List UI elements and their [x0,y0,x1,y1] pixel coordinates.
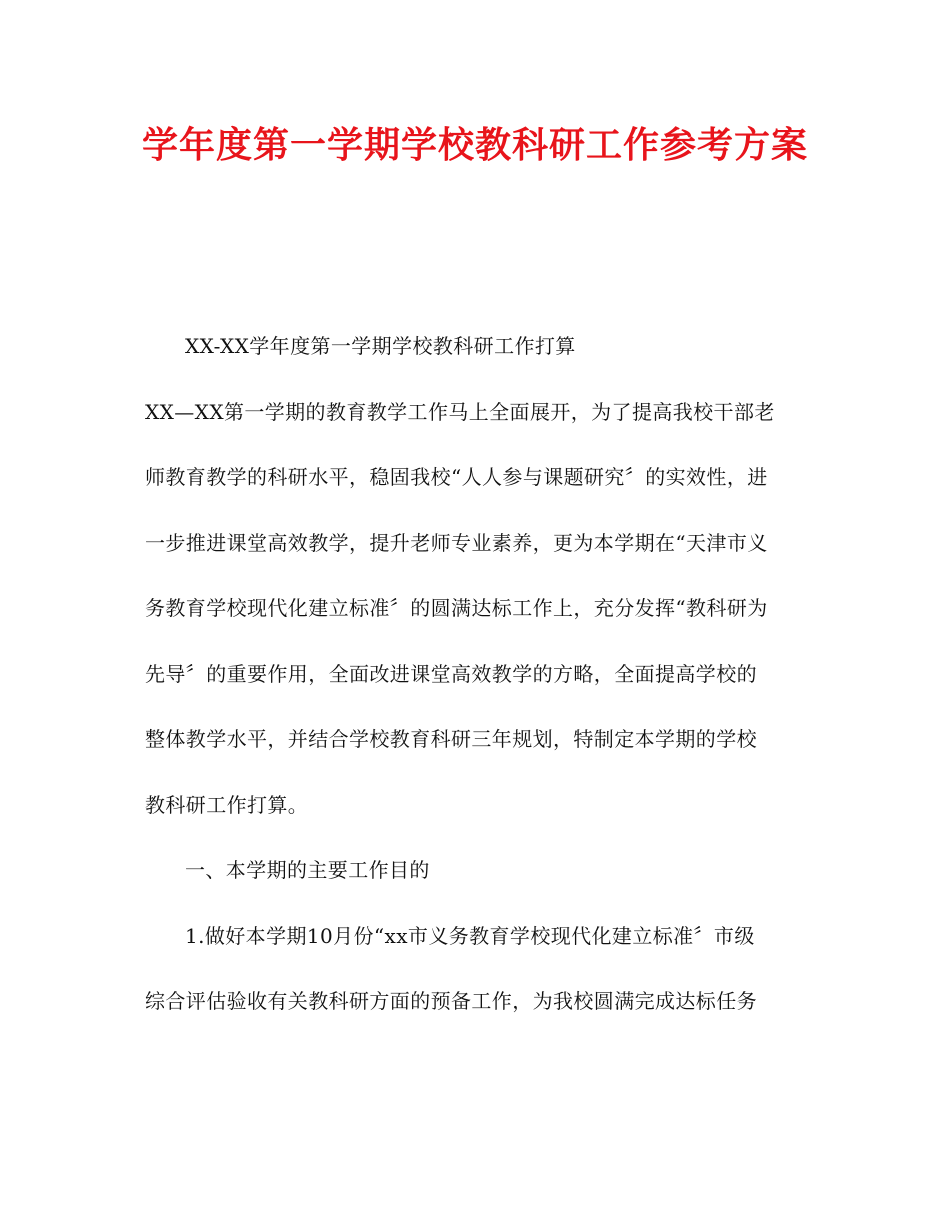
paragraph-line: 师教育教学的科研水平，稳固我校“人人参与课题研究〞的实效性，进 [145,465,768,489]
paragraph-line: 综合评估验收有关教科研方面的预备工作，为我校圆满完成达标任务 [145,989,757,1013]
paragraph-line: 整体教学水平，并结合学校教育科研三年规划，特制定本学期的学校 [145,727,757,751]
section-heading: 一、本学期的主要工作目的 [185,858,430,882]
paragraph-line: 先导〞的重要作用，全面改进课堂高效教学的方略，全面提高学校的 [145,661,757,686]
document-body [145,314,810,1035]
paragraph-line: XX—XX第一学期的教育教学工作马上全面展开，为了提高我校干部老 [145,399,775,424]
paragraph-line: 教科研工作打算。 [145,792,309,817]
document-title: 学年度第一学期学校教科研工作参考方案 [141,125,808,166]
paragraph-line: 一步推进课堂高效教学，提升老师专业素养，更为本学期在“天津市义 [145,530,768,555]
paragraph-line: 务教育学校现代化建立标准〞的圆满达标工作上，充分发挥“教科研为 [145,596,768,620]
paragraph-line: 1.做好本学期10月份“xx市义务教育学校现代化建立标准〞市级 [185,923,755,948]
plan-heading: XX-XX学年度第一学期学校教科研工作打算 [185,334,576,358]
